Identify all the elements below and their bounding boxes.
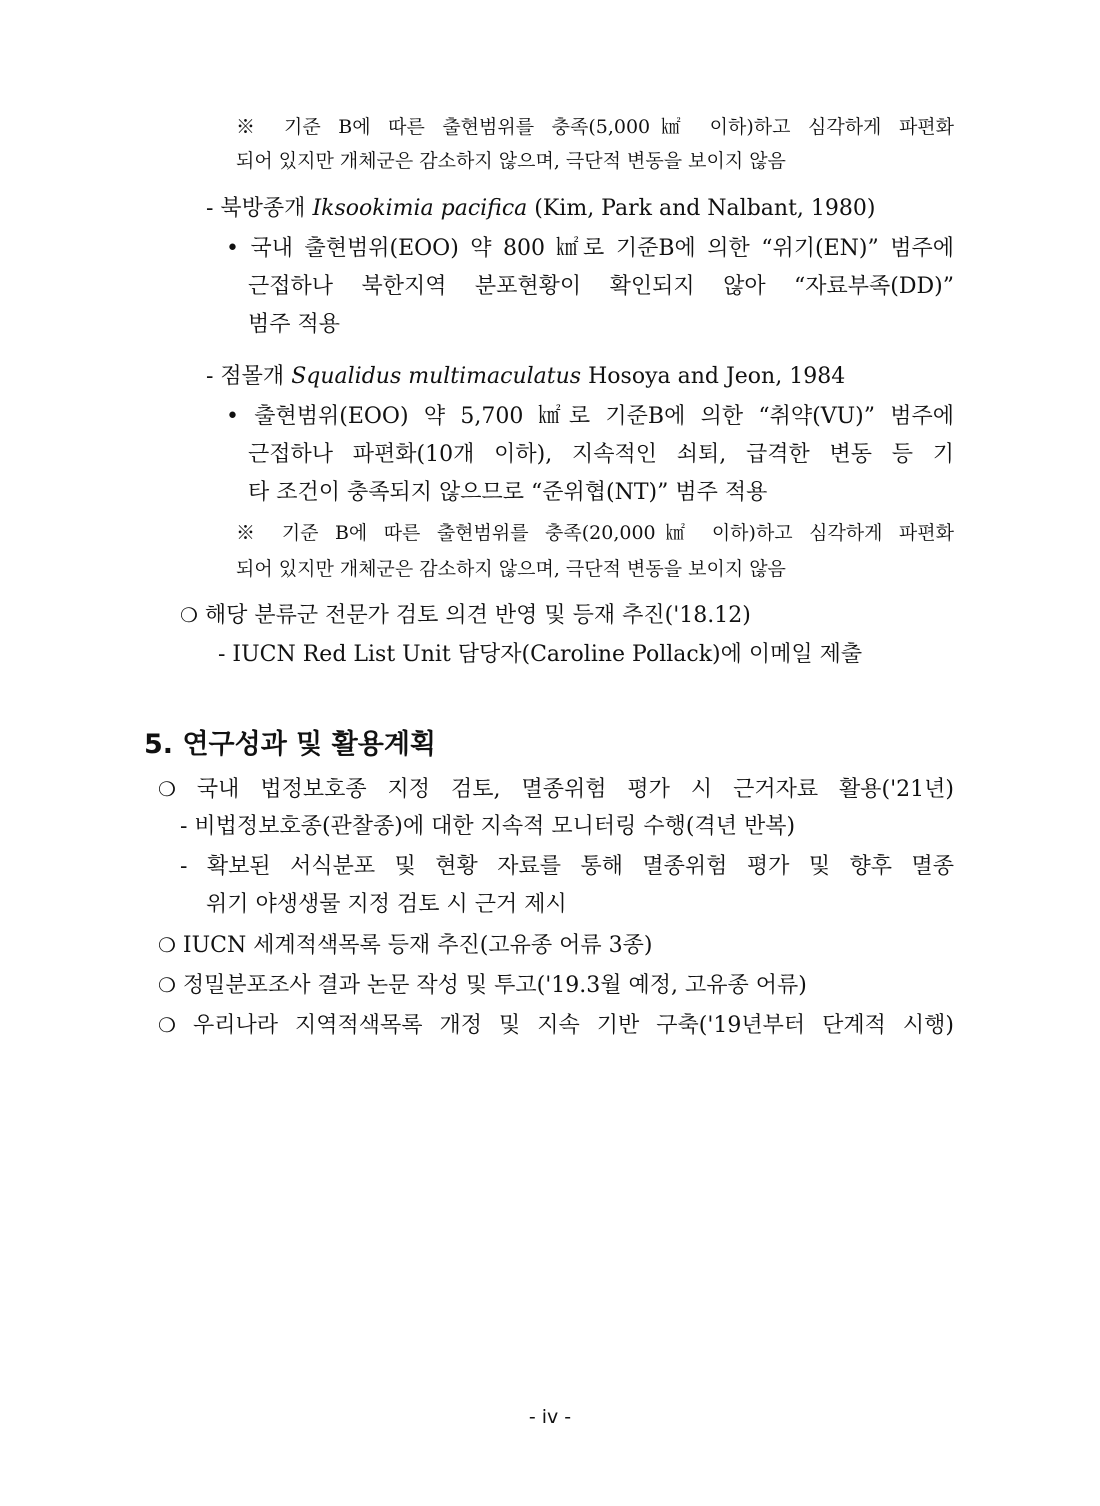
- scientific-name: Squalidus multimaculatus: [291, 364, 582, 389]
- list-item: ❍ 정밀분포조사 결과 논문 작성 및 투고('19.3월 예정, 고유종 어류): [158, 973, 807, 998]
- note-line: 되어 있지만 개체군은 감소하지 않으며, 극단적 변동을 보이지 않음: [236, 558, 786, 580]
- bullet-line: • 출현범위(EOO) 약 5,700 ㎢로 기준B에 의한 “취약(VU)” 범주에: [226, 404, 954, 429]
- bullet-line: 근접하나 파편화(10개 이하), 지속적인 쇠퇴, 급격한 변동 등 기: [248, 442, 954, 467]
- list-sub-item-continuation: 위기 야생생물 지정 검토 시 근거 제시: [206, 892, 567, 917]
- review-sub-item: - IUCN Red List Unit 담당자(Caroline Pollack)에 이메일 제출: [218, 642, 863, 667]
- review-item: ❍ 해당 분류군 전문가 검토 의견 반영 및 등재 추진('18.12): [180, 603, 751, 628]
- circle-bullet-icon: ❍: [158, 973, 176, 997]
- bullet-line: 범주 적용: [248, 312, 341, 337]
- circle-bullet-icon: ❍: [180, 603, 198, 627]
- species-heading: - 북방종개 Iksookimia pacifica (Kim, Park and Nalbant, 1980): [206, 196, 876, 221]
- circle-bullet-icon: ❍: [158, 1013, 176, 1037]
- list-item: ❍ 국내 법정보호종 지정 검토, 멸종위험 평가 시 근거자료 활용('21년): [158, 777, 954, 802]
- note-line: 되어 있지만 개체군은 감소하지 않으며, 극단적 변동을 보이지 않음: [236, 150, 786, 172]
- list-sub-item: - 확보된 서식분포 및 현황 자료를 통해 멸종위험 평가 및 향후 멸종: [180, 854, 954, 879]
- circle-bullet-icon: ❍: [158, 777, 176, 801]
- section-heading: 5. 연구성과 및 활용계획: [144, 729, 436, 760]
- scientific-name: Iksookimia pacifica: [312, 196, 528, 221]
- note-line: ※ 기준 B에 따른 출현범위를 충족(20,000㎢ 이하)하고 심각하게 파편화: [236, 522, 954, 544]
- list-item: ❍ IUCN 세계적색목록 등재 추진(고유종 어류 3종): [158, 933, 653, 958]
- species-heading: - 점몰개 Squalidus multimaculatus Hosoya and Jeon, 1984: [206, 364, 846, 389]
- list-item: ❍ 우리나라 지역적색목록 개정 및 지속 기반 구축('19년부터 단계적 시행): [158, 1013, 954, 1038]
- circle-bullet-icon: ❍: [158, 933, 176, 957]
- page-number: - iv -: [528, 1406, 572, 1428]
- list-sub-item: - 비법정보호종(관찰종)에 대한 지속적 모니터링 수행(격년 반복): [180, 814, 796, 839]
- bullet-line: 근접하나 북한지역 분포현황이 확인되지 않아 “자료부족(DD)”: [248, 274, 954, 299]
- bullet-line: • 국내 출현범위(EOO) 약 800 ㎢로 기준B에 의한 “위기(EN)” 범주에: [226, 236, 954, 261]
- bullet-line: 타 조건이 충족되지 않으므로 “준위협(NT)” 범주 적용: [248, 480, 768, 505]
- note-line: ※ 기준 B에 따른 출현범위를 충족(5,000㎢ 이하)하고 심각하게 파편화: [236, 116, 954, 138]
